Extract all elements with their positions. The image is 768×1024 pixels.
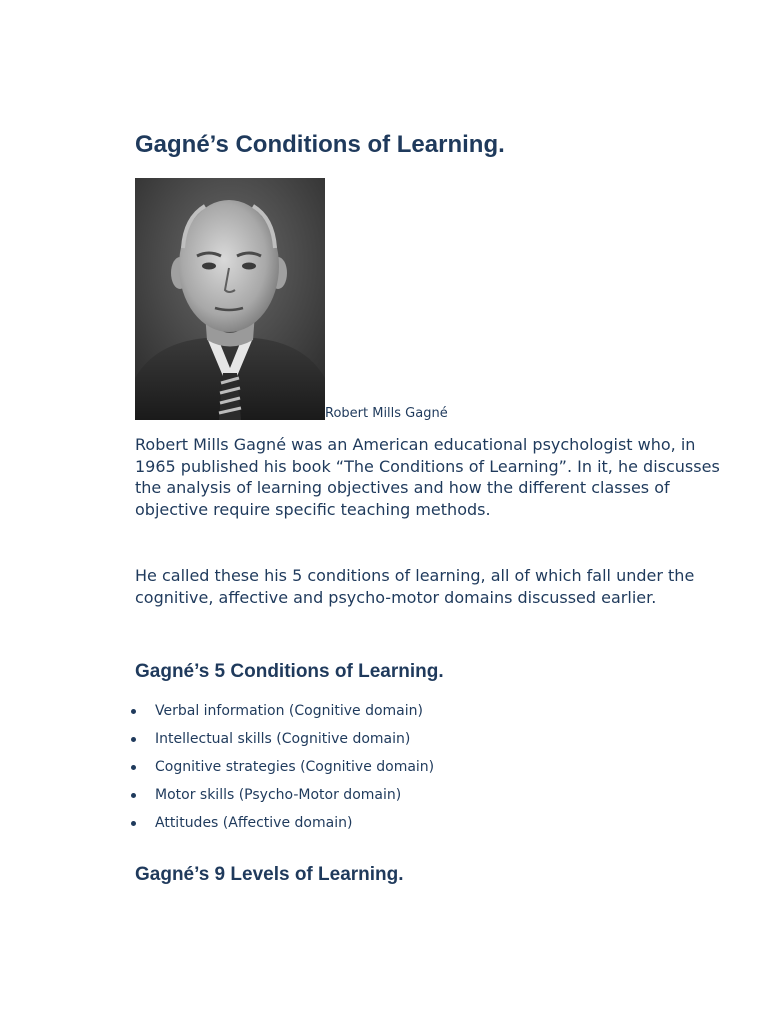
list-item bbox=[131, 812, 434, 840]
list-item-text: Motor skills (Psycho-Motor domain) bbox=[155, 787, 402, 803]
list-item-text: Intellectual skills (Cognitive domain) bbox=[155, 731, 411, 747]
list-item-text: Cognitive strategies (Cognitive domain) bbox=[155, 759, 435, 775]
photo-caption: Robert Mills Gagné bbox=[325, 406, 448, 421]
page-title: Gagné’s Conditions of Learning. bbox=[135, 131, 505, 158]
bullet-icon bbox=[131, 793, 136, 798]
list-item bbox=[131, 728, 434, 756]
list-item-text: Attitudes (Affective domain) bbox=[155, 815, 353, 831]
intro-paragraph: Robert Mills Gagné was an American educational psychologist who, in 1965 published his book “The Conditions of Learning”. In it, he discusses the analysis of learning objectives and how the different classes of objective require specific teaching methods. bbox=[135, 435, 720, 519]
levels-heading: Gagné’s 9 Levels of Learning. bbox=[135, 864, 404, 885]
list-item bbox=[131, 700, 434, 728]
bullet-icon bbox=[131, 821, 136, 826]
bullet-icon bbox=[131, 737, 136, 742]
list-item bbox=[131, 756, 434, 784]
conditions-list bbox=[131, 700, 434, 840]
list-item-text: Verbal information (Cognitive domain) bbox=[155, 703, 423, 719]
portrait-photo bbox=[135, 178, 325, 420]
bullet-icon bbox=[131, 709, 136, 714]
conditions-paragraph: He called these his 5 conditions of learning, all of which fall under the cognitive, affective and psycho-motor domains discussed earlier. bbox=[135, 566, 695, 607]
bullet-icon bbox=[131, 765, 136, 770]
conditions-heading: Gagné’s 5 Conditions of Learning. bbox=[135, 661, 444, 682]
list-item bbox=[131, 784, 434, 812]
